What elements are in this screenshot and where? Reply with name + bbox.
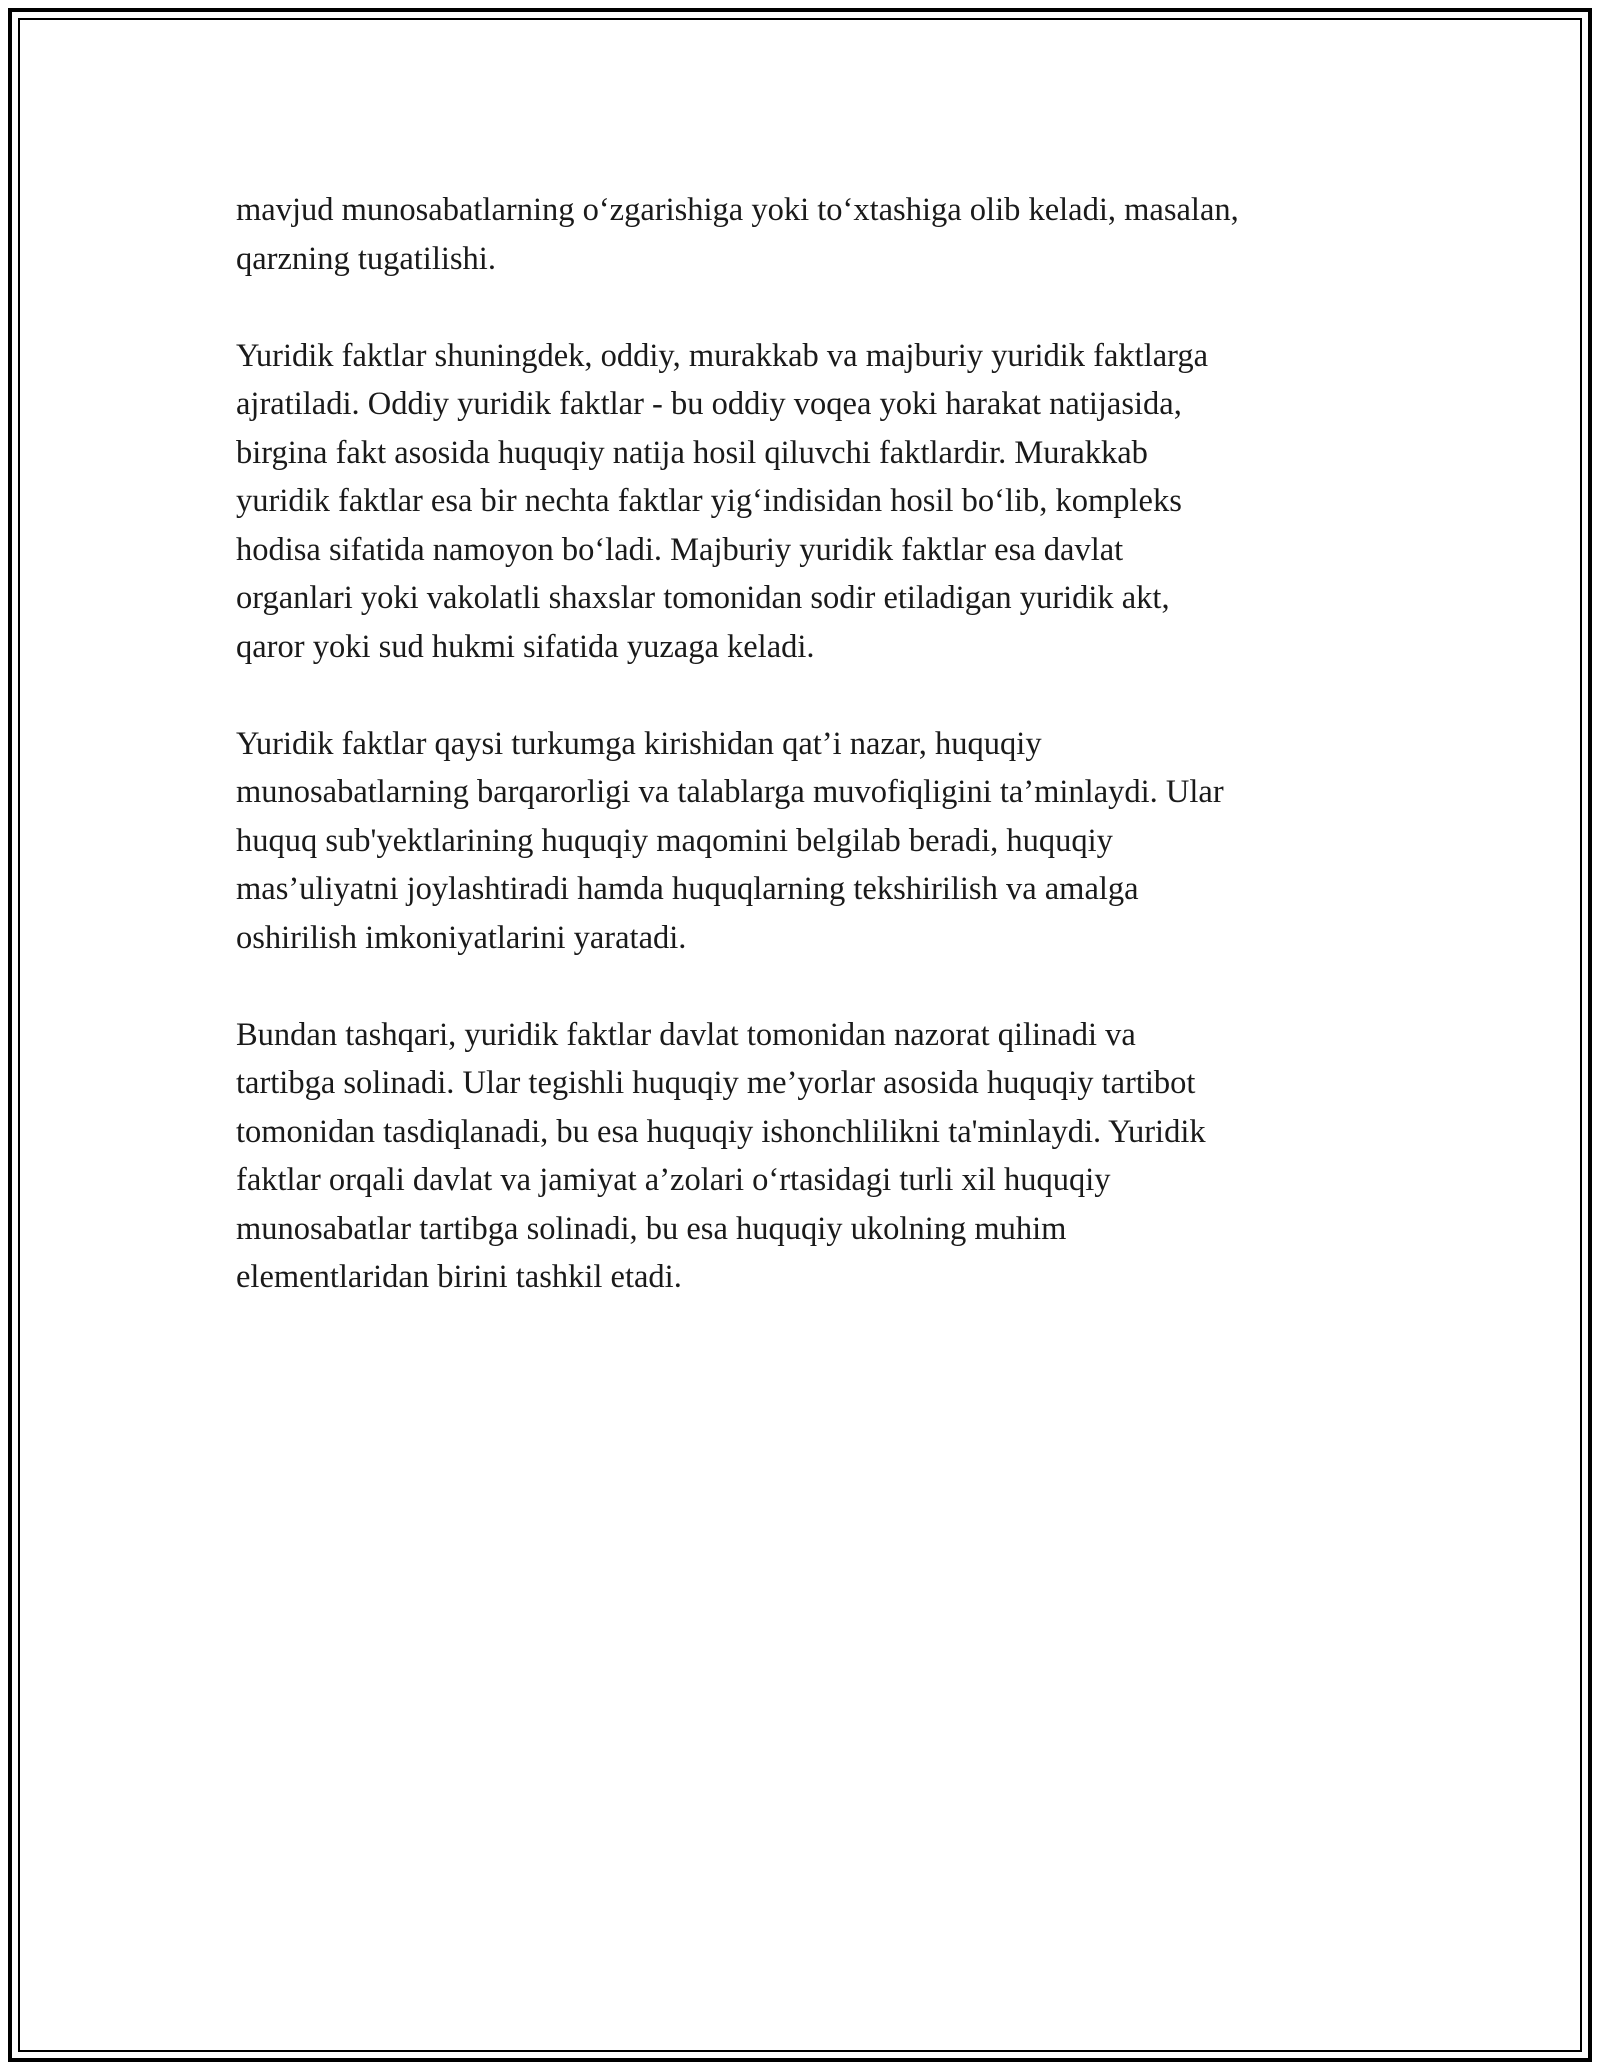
text-line: faktlar orqali davlat va jamiyat a’zolari o‘rtasidagi turli xil huquqiy (236, 1162, 1111, 1198)
text-line: elementlaridan birini tashkil etadi. (236, 1259, 682, 1295)
text-line: mas’uliyatni joylashtiradi hamda huquqlarning tekshirilish va amalga (236, 871, 1139, 907)
text-line: mavjud munosabatlarning o‘zgarishiga yoki to‘xtashiga olib keladi, masalan, (236, 192, 1239, 228)
text-line: ajratiladi. Oddiy yuridik faktlar - bu oddiy voqea yoki harakat natijasida, (236, 386, 1182, 422)
text-line: qarzning tugatilishi. (236, 240, 496, 277)
text-line: yuridik faktlar esa bir nechta faktlar yig‘indisidan hosil bo‘lib, kompleks (236, 483, 1182, 519)
paragraph-2 (236, 332, 1386, 672)
text-line: birgina fakt asosida huquqiy natija hosil qiluvchi faktlardir. Murakkab (236, 434, 1148, 471)
paragraph-4 (236, 1011, 1386, 1302)
paragraph-1 (236, 186, 1386, 283)
text-line: oshirilish imkoniyatlarini yaratadi. (236, 919, 687, 956)
text-line: hodisa sifatida namoyon bo‘ladi. Majburiy yuridik faktlar esa davlat (236, 531, 1124, 568)
text-line: munosabatlar tartibga solinadi, bu esa huquqiy ukolning muhim (236, 1210, 1067, 1247)
text-line: organlari yoki vakolatli shaxslar tomonidan sodir etiladigan yuridik akt, (236, 580, 1170, 616)
text-line: munosabatlarning barqarorligi va talablarga muvofiqligini ta’minlaydi. Ular (236, 774, 1224, 810)
text-line: Yuridik faktlar shuningdek, oddiy, murakkab va majburiy yuridik faktlarga (236, 337, 1209, 374)
document-body (236, 186, 1386, 1350)
text-line: tartibga solinadi. Ular tegishli huquqiy me’yorlar asosida huquqiy tartibot (236, 1065, 1196, 1101)
text-line: Bundan tashqari, yuridik faktlar davlat tomonidan nazorat qilinadi va (236, 1016, 1136, 1053)
text-line: Yuridik faktlar qaysi turkumga kirishidan qat’i nazar, huquqiy (236, 725, 1042, 762)
paragraph-3 (236, 720, 1386, 963)
text-line: qaror yoki sud hukmi sifatida yuzaga keladi. (236, 628, 815, 665)
text-line: huquq sub'yektlarining huquqiy maqomini belgilab beradi, huquqiy (236, 822, 1113, 859)
text-line: tomonidan tasdiqlanadi, bu esa huquqiy ishonchlilikni ta'minlaydi. Yuridik (236, 1113, 1206, 1150)
